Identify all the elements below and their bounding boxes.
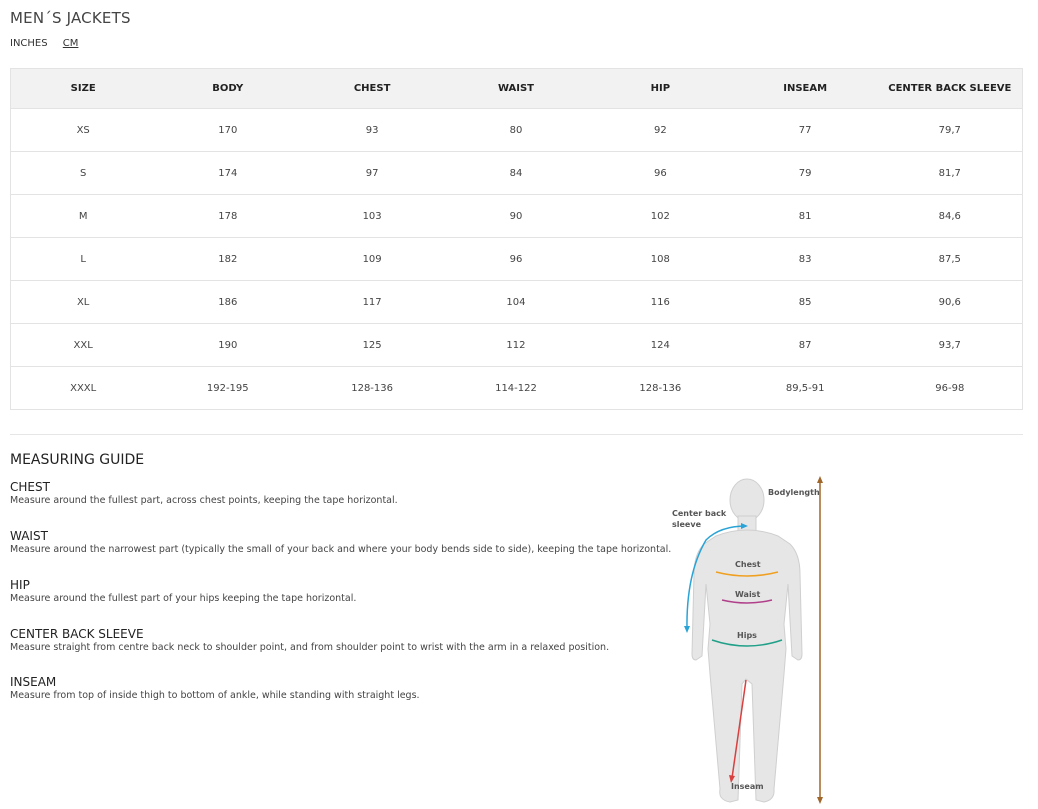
column-header: WAIST <box>444 69 588 109</box>
table-cell: S <box>11 152 156 195</box>
guide-item <box>10 627 609 655</box>
table-row <box>11 195 1023 238</box>
table-cell: 109 <box>300 238 444 281</box>
table-cell: 77 <box>733 109 878 152</box>
table-cell: 96-98 <box>878 367 1023 410</box>
chest-label: Chest <box>735 560 761 569</box>
guide-item <box>10 675 420 703</box>
guide-item-heading: WAIST <box>10 529 48 543</box>
guide-item-heading: CHEST <box>10 480 50 494</box>
guide-item-description: Measure around the narrowest part (typically the small of your back and where your body bends side to side), keeping the tape horizontal. <box>10 544 672 555</box>
table-cell: 81,7 <box>878 152 1023 195</box>
table-row <box>11 324 1023 367</box>
guide-item-description: Measure around the fullest part, across chest points, keeping the tape horizontal. <box>10 495 398 506</box>
table-cell: 108 <box>588 238 733 281</box>
column-header: HIP <box>588 69 733 109</box>
body-measurement-figure <box>660 474 840 808</box>
column-header: CHEST <box>300 69 444 109</box>
table-cell: 170 <box>155 109 300 152</box>
table-cell: 182 <box>155 238 300 281</box>
column-header: SIZE <box>11 69 156 109</box>
table-header-row <box>11 69 1023 109</box>
table-cell: 124 <box>588 324 733 367</box>
measuring-guide-title: MEASURING GUIDE <box>10 452 145 468</box>
table-cell: 92 <box>588 109 733 152</box>
sleeve-arrow-bottom <box>684 626 690 633</box>
table-cell: 90,6 <box>878 281 1023 324</box>
table-cell: 178 <box>155 195 300 238</box>
center-back-label-1: Center back <box>672 509 727 518</box>
table-cell: 84,6 <box>878 195 1023 238</box>
column-header: INSEAM <box>733 69 878 109</box>
column-header: BODY <box>155 69 300 109</box>
table-cell: 190 <box>155 324 300 367</box>
table-row <box>11 109 1023 152</box>
table-cell: 125 <box>300 324 444 367</box>
table-cell: 174 <box>155 152 300 195</box>
table-cell: 97 <box>300 152 444 195</box>
bodylength-label: Bodylength <box>768 488 820 497</box>
table-row <box>11 367 1023 410</box>
table-cell: 83 <box>733 238 878 281</box>
table-row <box>11 152 1023 195</box>
table-cell: 186 <box>155 281 300 324</box>
table-cell: 103 <box>300 195 444 238</box>
inseam-label: Inseam <box>731 782 764 791</box>
table-cell: 90 <box>444 195 588 238</box>
unit-inches-button[interactable]: INCHES <box>10 38 48 49</box>
table-cell: 81 <box>733 195 878 238</box>
table-cell: 96 <box>444 238 588 281</box>
guide-item-description: Measure around the fullest part of your hips keeping the tape horizontal. <box>10 593 357 604</box>
table-cell: 104 <box>444 281 588 324</box>
waist-label: Waist <box>735 590 761 599</box>
table-cell: XXL <box>11 324 156 367</box>
guide-item <box>10 480 398 508</box>
table-cell: L <box>11 238 156 281</box>
table-cell: 128-136 <box>300 367 444 410</box>
table-cell: 84 <box>444 152 588 195</box>
column-header: CENTER BACK SLEEVE <box>878 69 1023 109</box>
guide-item-heading: HIP <box>10 578 30 592</box>
table-cell: XL <box>11 281 156 324</box>
unit-cm-button[interactable]: CM <box>62 38 79 49</box>
table-cell: 128-136 <box>588 367 733 410</box>
bodylength-arrow-bottom <box>817 797 823 804</box>
table-row <box>11 238 1023 281</box>
guide-item-description: Measure from top of inside thigh to bottom of ankle, while standing with straight legs. <box>10 690 420 701</box>
table-cell: XXXL <box>11 367 156 410</box>
table-cell: 93 <box>300 109 444 152</box>
table-cell: XS <box>11 109 156 152</box>
table-cell: 116 <box>588 281 733 324</box>
size-table <box>10 68 1023 410</box>
table-cell: 79,7 <box>878 109 1023 152</box>
table-cell: M <box>11 195 156 238</box>
guide-item <box>10 529 671 557</box>
bodylength-arrow-top <box>817 476 823 483</box>
guide-item <box>10 578 356 606</box>
table-cell: 85 <box>733 281 878 324</box>
table-cell: 79 <box>733 152 878 195</box>
table-cell: 96 <box>588 152 733 195</box>
unit-switch <box>10 38 90 49</box>
table-cell: 112 <box>444 324 588 367</box>
table-cell: 114-122 <box>444 367 588 410</box>
center-back-label-2: sleeve <box>672 520 701 529</box>
table-cell: 117 <box>300 281 444 324</box>
divider <box>10 434 1023 435</box>
table-cell: 89,5-91 <box>733 367 878 410</box>
table-cell: 87,5 <box>878 238 1023 281</box>
table-cell: 102 <box>588 195 733 238</box>
table-cell: 192-195 <box>155 367 300 410</box>
table-row <box>11 281 1023 324</box>
body-silhouette <box>692 479 802 802</box>
guide-item-heading: CENTER BACK SLEEVE <box>10 627 144 641</box>
hips-label: Hips <box>737 631 757 640</box>
page-title: MEN´S JACKETS <box>10 9 131 27</box>
table-cell: 80 <box>444 109 588 152</box>
table-cell: 87 <box>733 324 878 367</box>
table-cell: 93,7 <box>878 324 1023 367</box>
guide-item-heading: INSEAM <box>10 675 57 689</box>
guide-item-description: Measure straight from centre back neck to shoulder point, and from shoulder point to wrist with the arm in a relaxed position. <box>10 642 610 653</box>
